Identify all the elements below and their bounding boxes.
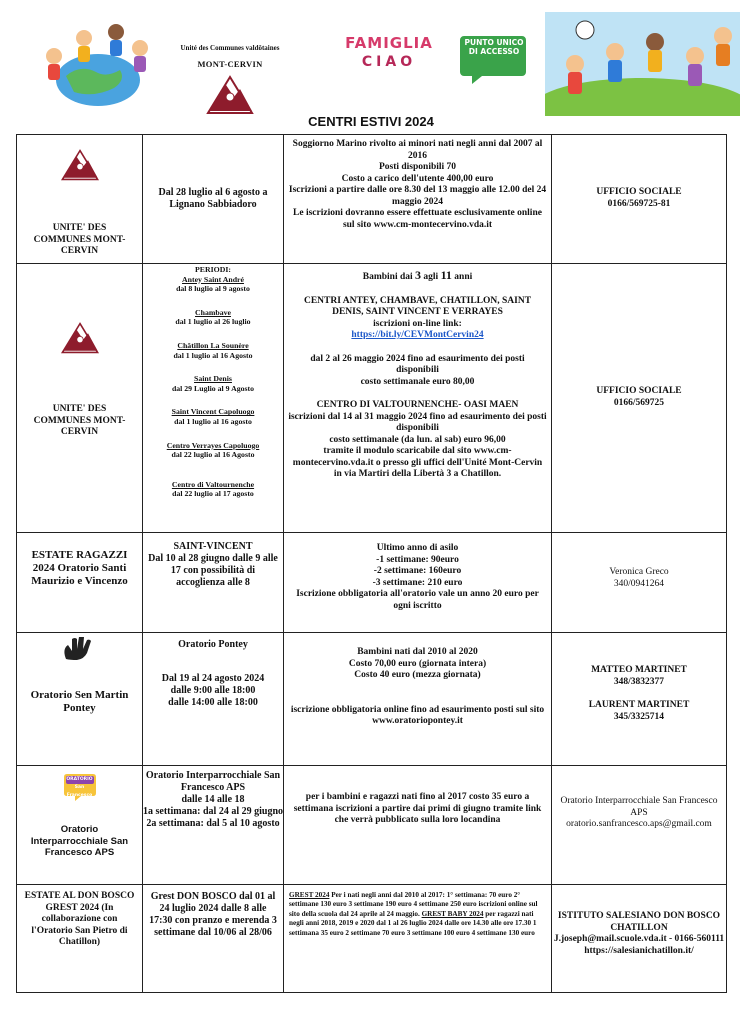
detail-line: -2 settimane: 160euro xyxy=(373,566,462,576)
dates-text: Dal 10 al 28 giugno dalle 9 alle 17 con possibilità di accoglienza alle 8 xyxy=(148,553,278,588)
valtournenche-text: iscrizioni dal 14 al 31 maggio 2024 fino ad esaurimento dei posti disponibili xyxy=(288,411,547,433)
period-place: Antey Saint André xyxy=(182,274,244,284)
table-row xyxy=(17,633,727,766)
contact-name: MATTEO MARTINET xyxy=(591,665,687,675)
detail-line: Iscrizioni a partire dalle ore 8.30 del 13 maggio alle 12.00 del 24 maggio 2024 xyxy=(288,185,547,207)
valtournenche-module: tramite il modulo scaricabile dal sito www.cm-montecervino.vda.it o presso gli uffici dell'Unité Mont-Cervin in via Martiri della Libertà 3 a Chatillon. xyxy=(292,446,543,479)
dates-title: SAINT-VINCENT xyxy=(173,541,253,552)
dates-title: Oratorio Interparrocchiale San Francesco APS xyxy=(145,770,281,793)
period-dates: dal 1 luglio al 26 luglio xyxy=(175,317,251,327)
valtournenche-cost: costo settimanale (da lun. al sab) euro 96,00 xyxy=(329,434,506,445)
dates-line: dalle 14 alle 18 xyxy=(181,794,245,805)
punto-unico-logo xyxy=(458,32,528,86)
periods-title: PERIODI: xyxy=(195,265,231,274)
period-dates: dal 1 luglio al 16 agosto xyxy=(174,416,252,426)
org-name: Oratorio Sen Martin Pontey xyxy=(30,689,129,714)
period-text: dal 2 al 26 maggio 2024 fino ad esaurimento dei posti disponibili xyxy=(310,353,525,375)
contact-institute: ISTITUTO SALESIANO DON BOSCO CHATILLON xyxy=(557,911,721,933)
table-row xyxy=(17,533,727,633)
org-name: UNITE' DES COMMUNES MONT-CERVIN xyxy=(33,404,126,437)
famiglia-logo-text: FAMIGLIA xyxy=(345,34,433,52)
org-cell xyxy=(17,885,143,993)
valtournenche-title: CENTRO DI VALTOURNENCHE- OASI MAEN xyxy=(316,400,519,410)
table-row xyxy=(17,766,727,885)
contact-phone: 0166/569725 xyxy=(613,397,665,408)
online-label: iscrizioni on-line link: xyxy=(373,318,462,329)
details-cell xyxy=(284,885,552,993)
age-post: anni xyxy=(451,272,473,282)
dates-line: Dal 19 al 24 agosto 2024 xyxy=(161,673,265,684)
contact-email-phone: J.joseph@mail.scuole.vda.it - 0166-560111 xyxy=(553,934,725,944)
details-cell xyxy=(284,264,552,533)
period-place: Centro di Valtournenche xyxy=(171,479,255,489)
detail-line: Posti disponibili 70 xyxy=(378,162,457,172)
period-place: Centro Verrayes Capoluogo xyxy=(166,440,260,450)
unite-des-communes-block xyxy=(160,44,300,115)
org-cell xyxy=(17,533,143,633)
period-dates: dal 8 luglio al 9 agosto xyxy=(176,284,250,294)
org-cell xyxy=(17,264,143,533)
dates-cell xyxy=(143,633,284,766)
age-from: 3 xyxy=(415,268,422,282)
dates-text: Dal 28 luglio al 6 agosto a Lignano Sabbiadoro xyxy=(158,187,268,210)
dates-cell xyxy=(143,264,284,533)
dates-title: Oratorio Pontey xyxy=(178,639,248,650)
age-range xyxy=(288,270,547,284)
unite-name-line2: MONT-CERVIN xyxy=(197,59,263,69)
contact-cell xyxy=(552,264,727,533)
famiglia-logo-subtext: CIAO xyxy=(361,54,417,70)
dates-line: 1a settimana: dal 24 al 29 giugno xyxy=(143,806,284,817)
contact-name: Oratorio Interparrocchiale San Francesco APS xyxy=(560,796,718,818)
registration-note: iscrizione obbligatoria online fino ad esaurimento posti sul sito www.oratoriopontey.it xyxy=(290,704,545,726)
contact-website[interactable]: https://salesianichatillon.it/ xyxy=(584,945,694,956)
contact-office: UFFICIO SOCIALE xyxy=(596,386,682,396)
details-text: per i bambini e ragazzi nati fino al 2017 costo 35 euro a settimana iscrizioni a partire dai primi di giugno tramite link che verrà pubblicato sulla loro locandina xyxy=(293,792,542,825)
detail-line: Iscrizione obbligatoria all'oratorio vale un anno 20 euro per ogni iscritto xyxy=(296,589,539,611)
mont-cervin-logo xyxy=(60,322,100,354)
org-cell xyxy=(17,135,143,264)
contact-name: Veronica Greco xyxy=(609,567,669,577)
period-place: Saint Denis xyxy=(194,374,232,384)
detail-line: Costo a carico dell'utente 400,00 euro xyxy=(341,173,494,184)
unite-name-line1: Unité des Communes valdôtaines xyxy=(180,44,280,52)
contact-cell xyxy=(552,885,727,993)
children-playing-illustration xyxy=(545,12,740,116)
page-header xyxy=(0,0,742,129)
detail-line: Costo 40 euro (mezza giornata) xyxy=(354,670,481,680)
detail-line: Bambini nati dal 2010 al 2020 xyxy=(357,647,478,657)
centri-estivi-table xyxy=(16,134,727,993)
cost-text: costo settimanale euro 80,00 xyxy=(360,376,475,387)
page-title: CENTRI ESTIVI 2024 xyxy=(308,114,434,129)
dates-text: Grest DON BOSCO dal 01 al 24 luglio 2024 dalle 8 alle 17:30 con pranzo e merenda 3 settimane dal 10/06 al 28/06 xyxy=(149,891,277,938)
details-cell xyxy=(284,766,552,885)
mont-cervin-logo xyxy=(60,149,100,181)
contact-email: oratorio.sanfrancesco.aps@gmail.com xyxy=(566,819,712,829)
dates-cell xyxy=(143,135,284,264)
dates-cell xyxy=(143,766,284,885)
logo-text: ORATORIO San Francesco xyxy=(66,777,93,798)
punto-logo-text: PUNTO UNICO DI ACCESSO xyxy=(464,38,524,56)
contact-cell xyxy=(552,533,727,633)
grest-baby-text: per ragazzi nati negli anni 2018, 2019 e 2020 dal 1 al 26 luglio 2024 dalle ore 14.30 alle ore 17.30 1 settimana 35 euro 2 settimane 70 euro 3 settimane 100 euro 4 settimane 130 euro xyxy=(289,909,537,937)
grest-text: Per i nati negli anni dal 2010 al 2017: 1° settimana: 70 euro 2° settimane 130 euro 3 settimane 190 euro 4 settimane 250 euro iscrizioni online sul sito della scuola dal 24 aprile al 24 maggio. xyxy=(289,891,538,918)
dates-line: 2a settimana: dal 5 al 10 agosto xyxy=(146,818,280,829)
contact-cell xyxy=(552,766,727,885)
table-row xyxy=(17,135,727,264)
contact-phone: 345/3325714 xyxy=(613,711,665,722)
grest-baby-label: GREST BABY 2024 xyxy=(421,909,484,918)
period-dates: dal 1 luglio al 16 Agosto xyxy=(173,350,253,360)
grest-label: GREST 2024 xyxy=(289,891,330,899)
org-name: UNITE' DES COMMUNES MONT-CERVIN xyxy=(33,223,126,256)
period-place: Saint Vincent Capoluogo xyxy=(171,407,255,417)
detail-line: Soggiorno Marino rivolto ai minori nati negli anni dal 2007 al 2016 xyxy=(292,139,543,161)
details-cell xyxy=(284,633,552,766)
org-name: ESTATE AL DON BOSCO GREST 2024 (In collaborazione con l'Oratorio San Pietro di Chatillon) xyxy=(24,891,135,947)
age-mid: agli xyxy=(421,272,441,282)
org-cell xyxy=(17,766,143,885)
table-row xyxy=(17,885,727,993)
dates-line: dalle 9:00 alle 18:00 xyxy=(170,685,256,696)
period-place: Chambave xyxy=(195,307,231,317)
hand-logo xyxy=(60,637,100,663)
registration-link[interactable]: https://bit.ly/CEVMontCervin24 xyxy=(351,330,484,340)
period-dates: dal 22 luglio al 17 agosto xyxy=(172,489,254,499)
detail-line: Ultimo anno di asilo xyxy=(376,543,459,553)
contact-cell xyxy=(552,633,727,766)
age-pre: Bambini dai xyxy=(362,272,416,282)
period-place: Châtillon La Sounère xyxy=(177,340,249,350)
oratorio-san-francesco-logo xyxy=(63,772,97,802)
detail-line: Costo 70,00 euro (giornata intera) xyxy=(348,658,487,669)
centers-text: CENTRI ANTEY, CHAMBAVE, CHATILLON, SAINT DENIS, SAINT VINCENT E VERRAYES xyxy=(303,295,532,317)
org-name: Oratorio Interparrocchiale San Francesco APS xyxy=(30,824,129,858)
dates-line: dalle 14:00 alle 18:00 xyxy=(168,697,258,708)
contact-name: LAURENT MARTINET xyxy=(588,700,690,710)
contact-phone: 340/0941264 xyxy=(613,578,665,589)
detail-line: Le iscrizioni dovranno essere effettuate esclusivamente online sul sito www.cm-montecervino.vda.it xyxy=(293,208,542,230)
famiglia-ciao-logo xyxy=(330,32,448,76)
dates-cell xyxy=(143,533,284,633)
details-cell xyxy=(284,533,552,633)
dates-cell xyxy=(143,885,284,993)
period-dates: dal 22 luglio al 16 Agosto xyxy=(171,450,255,460)
details-cell xyxy=(284,135,552,264)
table-row xyxy=(17,264,727,533)
org-name: ESTATE RAGAZZI 2024 Oratorio Santi Maurizio e Vincenzo xyxy=(31,549,128,587)
age-to: 11 xyxy=(440,268,452,282)
mont-cervin-logo xyxy=(206,75,254,115)
contact-office: UFFICIO SOCIALE xyxy=(596,187,682,197)
contact-phone: 348/3832377 xyxy=(613,676,665,687)
detail-line: -1 settimane: 90euro xyxy=(376,554,459,565)
period-dates: dal 29 Luglio al 9 Agosto xyxy=(171,383,255,393)
children-globe-illustration xyxy=(36,16,154,108)
detail-line: -3 settimane: 210 euro xyxy=(372,577,463,588)
contact-cell xyxy=(552,135,727,264)
contact-phone: 0166/569725-81 xyxy=(607,198,671,209)
org-cell xyxy=(17,633,143,766)
